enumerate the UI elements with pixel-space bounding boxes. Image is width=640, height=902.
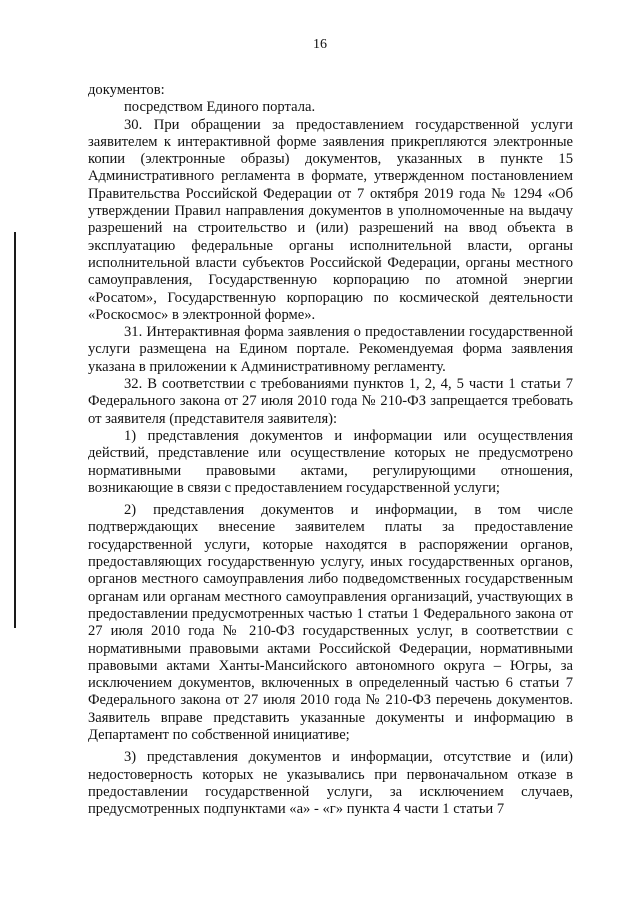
paragraph-32: 32. В соответствии с требованиями пунктов 1, 2, 4, 5 части 1 статьи 7 Федерального закона от 27 июля 2010 года № 210-ФЗ запрещается требовать от заявителя (представителя заявителя): xyxy=(88,376,573,427)
paragraph-30: 30. При обращении за предоставлением государственной услуги заявителем к интерактивной форме заявления прикрепляются электронные копии (электронные образы) документов, указанных в пункте 15 Административного регламента в формате, утвержденном постановлением Правительства Российской Федерации от 7 октября 2019 года № 1294 «Об утверждении Правил направления документов в уполномоченные на выдачу разрешений на строительство и (или) разрешений на ввод объекта в эксплуатацию федеральные органы исполнительной власти, органы исполнительной власти субъектов Российской Федерации, органы местного самоуправления, Государственную корпорацию по атомной энергии «Росатом», Государственную корпорацию по космической деятельности «Роскосмос» в электронной форме». xyxy=(88,116,573,323)
paragraph-continuation: документов: xyxy=(88,82,165,98)
paragraph-31: 31. Интерактивная форма заявления о предоставлении государственной услуги размещена на Едином портале. Рекомендуемая форма заявления указана в приложении к Административному регламенту. xyxy=(88,324,573,375)
page-number: 16 xyxy=(313,37,327,52)
paragraph-item-1: 1) представления документов и информации или осуществления действий, представление или осуществление которых не предусмотрено нормативными правовыми актами, регулирующими отношения, возникающие в связи с предоставлением государственной услуги; xyxy=(88,427,573,496)
paragraph-item-3: 3) представления документов и информации, отсутствие и (или) недостоверность которых не указывались при первоначальном отказе в предоставлении государственной услуги, за исключением случаев, предусмотренных подпунктами «а» - «г» пункта 4 части 1 статьи 7 xyxy=(88,749,573,818)
document-body xyxy=(88,82,573,818)
paragraph-portal: посредством Единого портала. xyxy=(124,99,316,116)
paragraph-item-2: 2) представления документов и информации, в том числе подтверждающих внесение заявителем платы за предоставление государственной услуги, которые находятся в распоряжении органов, предоставляющих государственную услугу, иных государственных органов, органов местного самоуправления либо подведомственных государственным органам или органам местного самоуправления организаций, участвующих в предоставлении предусмотренных частью 1 статьи 1 Федерального закона от 27 июля 2010 года № 210-ФЗ государственных услуг, в соответствии с нормативными правовыми актами Российской Федерации, нормативными правовыми актами Ханты-Мансийского автономного округа – Югры, за исключением документов, включенных в определенный частью 6 статьи 7 Федерального закона от 27 июля 2010 года № 210-ФЗ перечень документов. Заявитель вправе представить указанные документы и информацию в Департамент по собственной инициативе; xyxy=(88,502,573,743)
scan-margin-mark xyxy=(14,232,16,628)
